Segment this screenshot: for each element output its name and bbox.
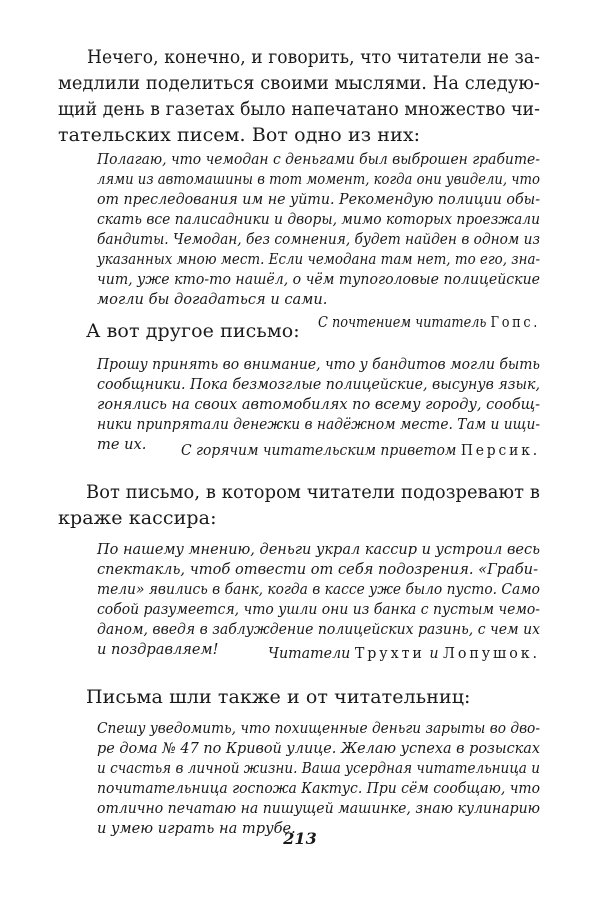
letter-line: и поздравляем! bbox=[97, 641, 219, 658]
text-line: Нечего, конечно, и говорить, что читатели не за- bbox=[87, 46, 541, 68]
intro-fourth-letter: Письма шли также и от читательниц: bbox=[86, 686, 471, 708]
letter-signature bbox=[318, 314, 540, 331]
letter-line: спектакль, чтоб отвести от себя подозрения. «Граби- bbox=[97, 561, 539, 578]
signature-prefix: Читатели bbox=[268, 645, 351, 662]
signature-prefix: С почтением читатель bbox=[317, 314, 487, 331]
text-line: краже кассира: bbox=[58, 507, 217, 529]
signature-name: Трухти bbox=[354, 645, 425, 662]
letter-line: чит, уже кто-то нашёл, о чём тупоголовые полицейские bbox=[97, 271, 540, 288]
letter-line: ники припрятали денежки в надёжном месте. Там и ищи- bbox=[97, 416, 541, 433]
page-number: 213 bbox=[283, 829, 317, 848]
letter-line: указанных мною мест. Если чемодана там нет, то его, зна- bbox=[97, 251, 541, 268]
text-line: щий день в газетах было напечатано множество чи- bbox=[58, 98, 541, 120]
letter-line: почитательница госпожа Кактус. При сём сообщаю, что bbox=[97, 780, 540, 797]
letter-line: те их. bbox=[97, 436, 147, 453]
letter-line: тели» явились в банк, когда в кассе уже было пусто. Само bbox=[97, 581, 540, 598]
letter-line: могли бы догадаться и сами. bbox=[97, 291, 328, 308]
intro-second-letter: А вот другое письмо: bbox=[86, 320, 300, 342]
signature-name: Персик. bbox=[460, 442, 540, 459]
letter-line: Полагаю, что чемодан с деньгами был выброшен грабите- bbox=[97, 151, 540, 168]
letter-line: скать все палисадники и дворы, мимо которых проезжали bbox=[97, 211, 541, 228]
letter-line: ре дома № 47 по Кривой улице. Желаю успеха в розысках bbox=[97, 740, 540, 757]
signature-prefix: С горячим читательским приветом bbox=[180, 442, 457, 459]
signature-name: Лопушок. bbox=[443, 645, 540, 662]
text-line: Вот письмо, в котором читатели подозревают в bbox=[86, 481, 541, 503]
letter-line: бандиты. Чемодан, без сомнения, будет найден в одном из bbox=[97, 231, 540, 248]
letter-signature bbox=[268, 645, 540, 662]
text-line: медлили поделиться своими мыслями. На следую- bbox=[58, 72, 540, 94]
letter-line: сообщники. Пока безмозглые полицейские, высунув язык, bbox=[97, 376, 541, 393]
letter-line: По нашему мнению, деньги украл кассир и устроил весь bbox=[97, 541, 541, 558]
signature-name: Гопс. bbox=[490, 314, 540, 331]
letter-line: собой разумеется, что ушли они из банка с пустым чемо- bbox=[97, 601, 540, 618]
letter-line: от преследования им не уйти. Рекомендую полиции обы- bbox=[97, 191, 541, 208]
letter-line: и умею играть на трубе. bbox=[97, 820, 296, 837]
letter-signature bbox=[181, 442, 540, 459]
letter-line: даном, введя в заблуждение полицейских разинь, с чем их bbox=[97, 621, 541, 638]
letter-line: Спешу уведомить, что похищенные деньги зарыты во дво- bbox=[97, 720, 540, 737]
letter-line: и счастья в личной жизни. Ваша усердная читательница и bbox=[97, 760, 540, 777]
text-line: тательских писем. Вот одно из них: bbox=[58, 124, 421, 146]
signature-conjunction: и bbox=[429, 645, 439, 662]
letter-line: гонялись на своих автомобилях по всему городу, сообщ- bbox=[97, 396, 541, 413]
letter-line: Прошу принять во внимание, что у бандитов могли быть bbox=[97, 356, 540, 373]
letter-line: отлично печатаю на пишущей машинке, знаю кулинарию bbox=[97, 800, 541, 817]
letter-line: лями из автомашины в тот момент, когда они увидели, что bbox=[97, 171, 540, 188]
